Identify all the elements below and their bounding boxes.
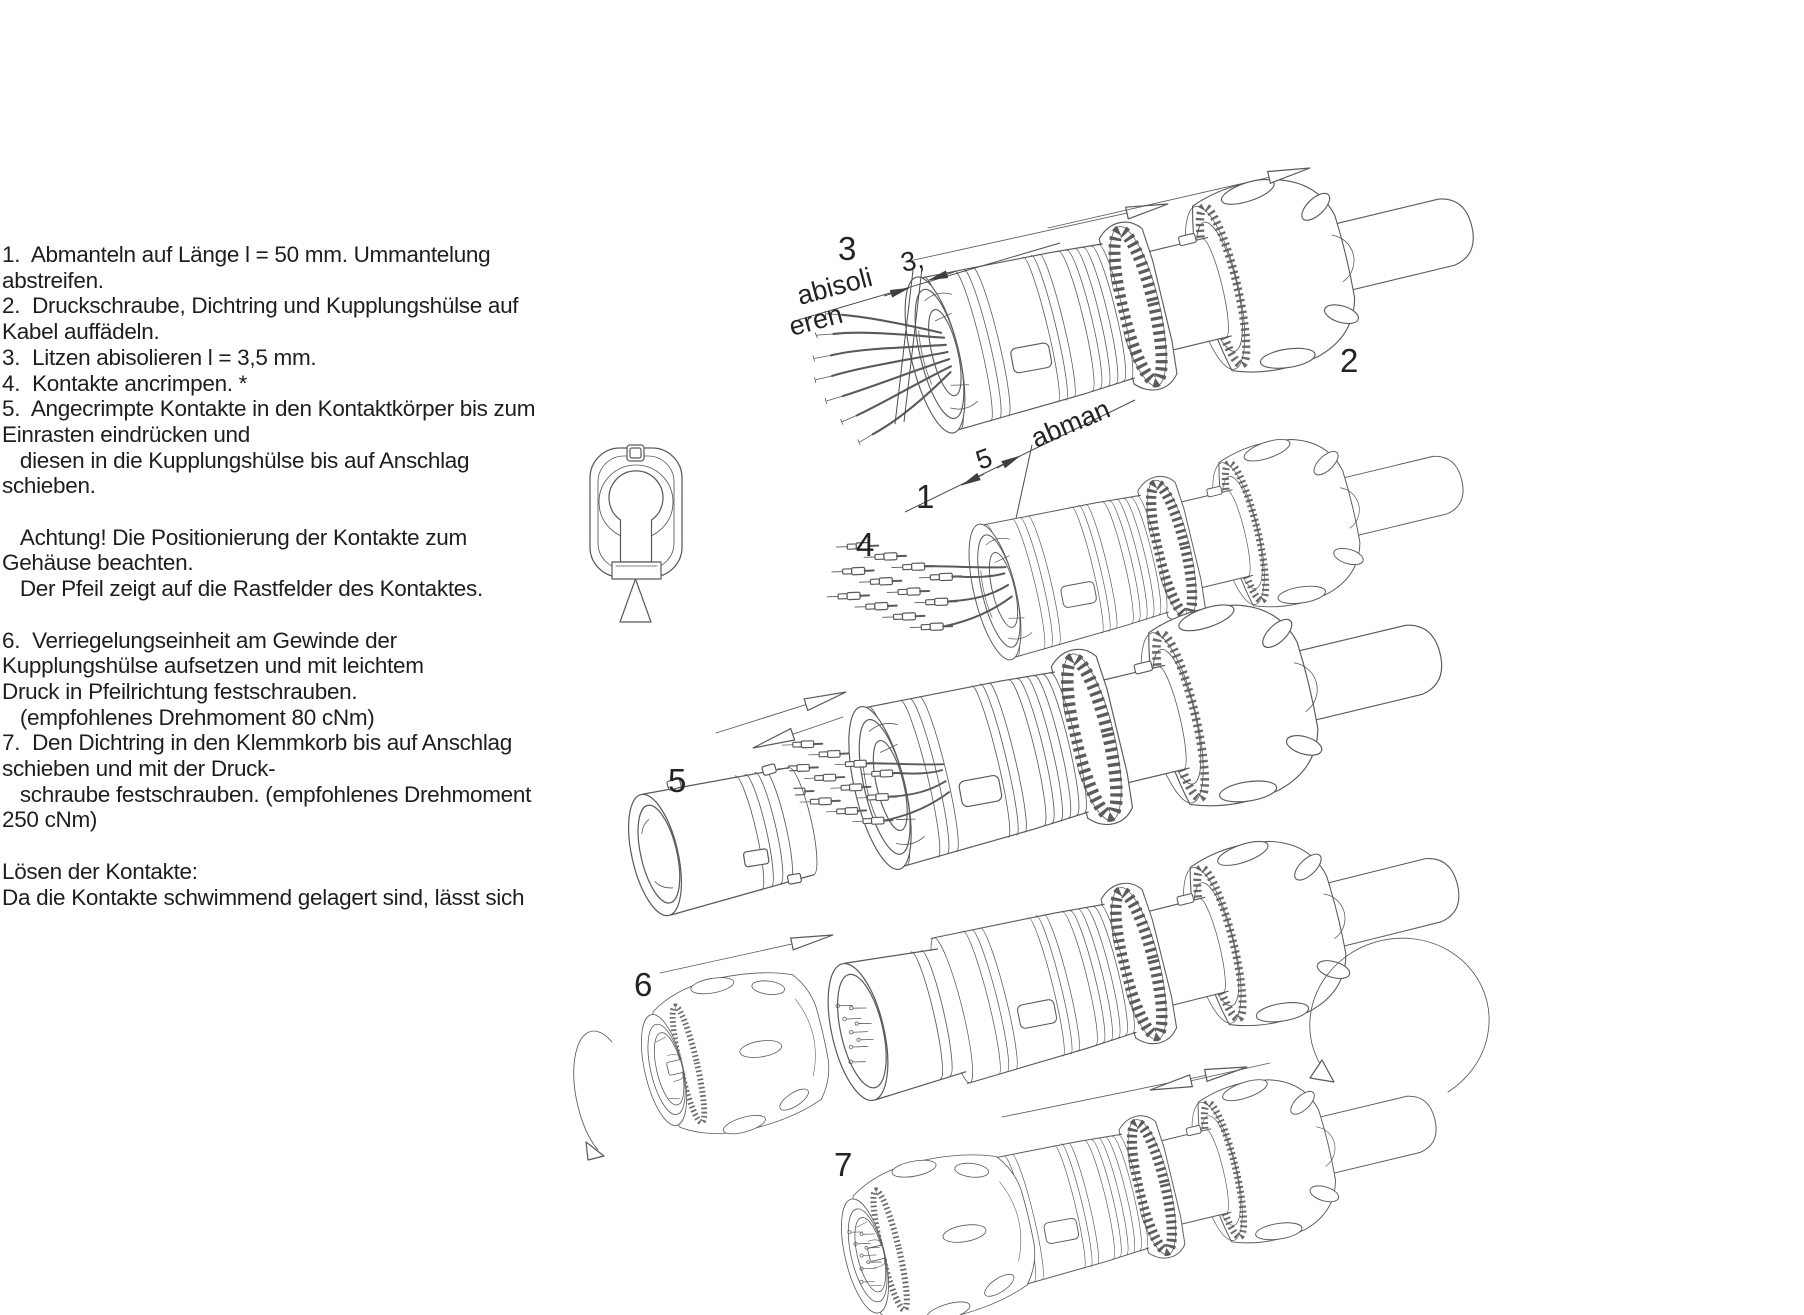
instruction-line: schraube festschrauben. (empfohlenes Drehmoment (2, 781, 532, 807)
instruction-line: Kabel auffädeln. (2, 319, 160, 345)
instruction-line: Der Pfeil zeigt auf die Rastfelder des Kontaktes. (2, 576, 483, 602)
instruction-line: 7. Den Dichtring in den Klemmkorb bis auf Anschlag (2, 730, 512, 756)
rotation-arrow-icon (574, 1031, 612, 1150)
rotation-arrow-head-icon (1310, 1060, 1334, 1082)
instruction-line: 3. Litzen abisolieren l = 3,5 mm. (2, 344, 317, 370)
dimension-word-abisolieren-1: abisoli (793, 262, 876, 311)
callout-step-7: 7 (834, 1146, 853, 1183)
instruction-line: Da die Kontakte schwimmend gelagert sind, lässt sich (2, 884, 525, 910)
instruction-line: 250 cNm) (2, 807, 98, 833)
assembly-row-1 (793, 132, 1494, 478)
callout-step-2: 2 (1340, 342, 1359, 379)
instruction-line: 5. Angecrimpte Kontakte in den Kontaktkörper bis zum (2, 396, 536, 422)
instruction-line: 6. Verriegelungseinheit am Gewinde der (2, 627, 397, 653)
push-arrow-icon (716, 692, 846, 733)
callout-step-6: 6 (634, 966, 653, 1003)
instruction-line: abstreifen. (2, 267, 104, 293)
instruction-line: Einrasten eindrücken und (2, 421, 250, 447)
instruction-line: schieben und mit der Druck- (2, 756, 276, 782)
instruction-line: 2. Druckschraube, Dichtring und Kupplungshülse auf (2, 293, 519, 319)
dimension-word-abisolieren-2: eren (785, 298, 846, 342)
instruction-line: 1. Abmanteln auf Länge l = 50 mm. Ummantelung (2, 242, 491, 267)
callout-step-5: 5 (668, 762, 687, 799)
instruction-line: 4. Kontakte ancrimpen. * (2, 370, 248, 396)
callout-step-4: 4 (856, 526, 875, 563)
keyhole-front-view (590, 445, 682, 622)
callout-step-1: 1 (916, 478, 935, 515)
callout-step-3: 3 (838, 230, 857, 267)
dimension-word-abmanteln: abman (1026, 393, 1115, 454)
rotation-arrow-head-icon (586, 1142, 604, 1160)
instruction-line: diesen in die Kupplungshülse bis auf Anschlag (2, 447, 470, 473)
instruction-line: Druck in Pfeilrichtung festschrauben. (2, 678, 358, 704)
sheath-length-value: 5 (971, 442, 997, 476)
screw-direction-arrow-icon (660, 935, 833, 973)
coupling-sleeve-part (617, 751, 825, 920)
instruction-line: Kupplungshülse aufsetzen und mit leichtem (2, 653, 424, 679)
instruction-line: schieben. (2, 473, 96, 499)
strip-length-value: 3, (898, 243, 927, 278)
instruction-line: (empfohlenes Drehmoment 80 cNm) (2, 704, 375, 730)
instruction-line: Achtung! Die Positionierung der Kontakte zum (2, 524, 467, 550)
orientation-arrow-icon (620, 579, 651, 622)
instruction-line: Gehäuse beachten. (2, 550, 194, 576)
instruction-line: Lösen der Kontakte: (2, 858, 198, 884)
